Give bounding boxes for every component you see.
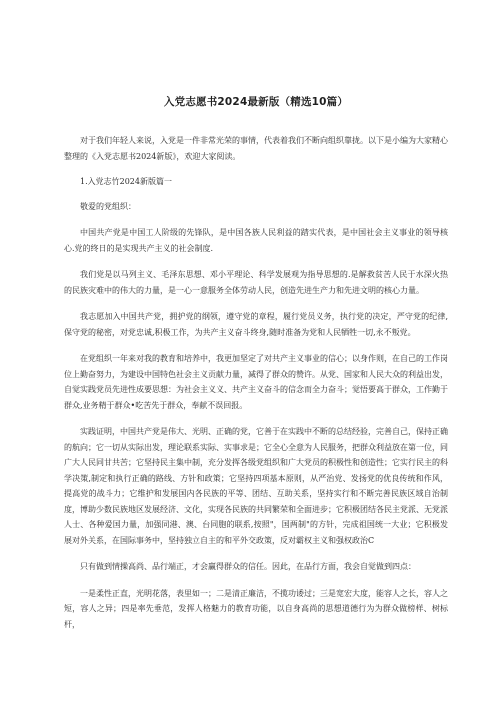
body-paragraph: 只有做到情操高尚、品行端正，才会赢得群众的信任。因此，在品行方面，我会自觉做到四点： [80, 562, 416, 571]
body-paragraph: 实践证明，中国共产党是伟大、光明、正确的党，它善于在实践中不断的总结经验，完善自己，保持正确的航向；它一切从实际出发，理论联系实际、实事求是；它全心全意为人民服务，把群众利益放在第一位，同广大人民同甘共苦；它坚持民主集中制，充分发挥各级党组织和广大党员的积极性和创造性；它实行民主的科学决策,制定和执行正确的路线、方针和政策；它坚持四项基本原则，从严治党、发扬党的优良传统和作风，提高党的战斗力；它维护和发展国内各民族的平等、团结、互助关系，坚持实行和不断完善民族区域自治制度，博助少数民族地区发展经济、文化，实现各民族的共同繁荣和全面进步；它积极团结各民主党派、无党派人士、各种爱国力量，加强同港、澳、台同胞的联系,按照"，国两制"的方针，完成祖国统一大业；它积极发展对外关系，在国际事务中，坚持独立自主的和平外交政策，反对霸权主义和强权政治C [64, 427, 448, 545]
body-paragraph: 在党组织一年来对我的教育和培养中，我更加坚定了对共产主义事业的信心；以身作则，在自己的工作岗位上勤奋努力，为建设中国特色社会主义贡献力量，减得了群众的赞许。从党、国家和人民大众的利益出发，自觉实践党员先进性成要思想：为社会主义义、共产主义奋斗的信念而全力奋斗；觉悟要高于群众，工作勤于群众,业务精于群众•吃苦先于群众，奉献不误回报。 [64, 354, 448, 410]
body-paragraph: 中国共产党是中国工人阶级的先锋队，是中国各族人民利益的踏实代表，是中国社会主义事业的领导核心.党的终日的是实现共产主义的社会制度. [64, 228, 448, 253]
salutation: 敬爱的党组织： [80, 202, 136, 211]
body-paragraph: 我们党是以马列主义、毛泽东思想、邓小平理论、科学发展观为指导思想的.是解救贫苦人民于水深火热的民族灾难中的伟大的力量，是一心一意服务全体劳动人民，创造先进生产力和先进文明的核心力量。 [64, 270, 448, 295]
document-title: 入党志愿书2024最新版（精选10篇） [163, 96, 349, 108]
body-paragraph: 一是柔性正直，光明花落，表里如一；二是清正廉洁，不揽功诿过；三是宽宏大度，能容人之长，容人之短，容人之异；四是率先垂范，发挥人格魅力的教育功能，以自身高尚的思想道德行为为群众做榜样、树标杆， [64, 588, 448, 629]
intro-paragraph: 对于我们年轻人来说，入党是一件非常光荣的事情，代表着我们不断向组织靠拢。以下是小编为大家精心整理的《入党志愿书2024新版》，欢迎大家阅读。 [64, 136, 448, 161]
section-heading: 1.入党志竹2024新版篇一 [80, 177, 172, 186]
body-paragraph: 我志愿加入中国共产党，拥护党的纲领，遵守党的章程，履行党员义务，执行党的决定，严守党的纪律,保守党的秘密，对党忠诚,积极工作，为共产主义奋斗终身,随时准备为党和人民牺牲一切,永不叛党。 [64, 312, 448, 337]
